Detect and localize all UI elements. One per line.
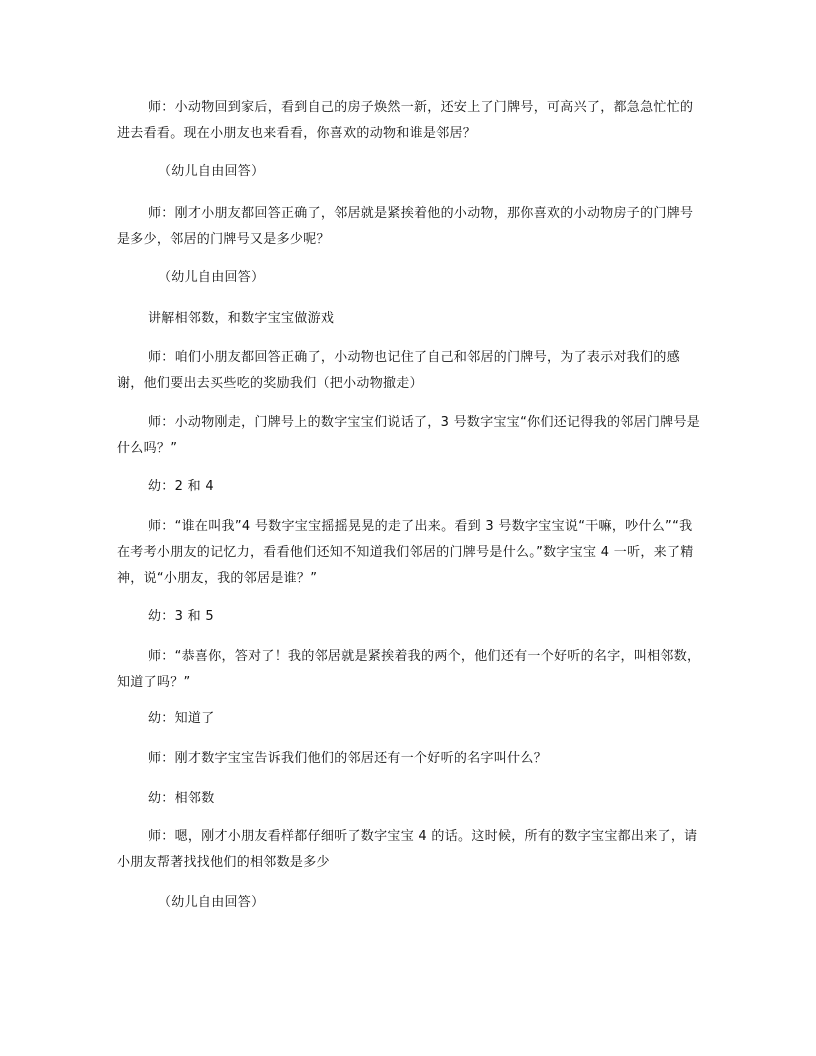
paragraph-15: 师：嗯，刚才小朋友看样都仔细听了数字宝宝 4 的话。这时候，所有的数字宝宝都出来了，请小朋友帮著找找他们的相邻数是多少 bbox=[117, 829, 698, 870]
paragraph-13: 师：刚才数字宝宝告诉我们他们的邻居还有一个好听的名字叫什么？ bbox=[148, 751, 548, 766]
paragraph-9: 师：“谁在叫我”4 号数字宝宝摇摇晃晃的走了出来。看到 3 号数字宝宝说“干嘛，吵什么”“我在考考小朋友的记忆力，看看他们还知不知道我们邻居的门牌号是什么。”数字宝宝 4 一听，来了精神，说“小朋友，我的邻居是谁？” bbox=[117, 519, 694, 586]
paragraph-3: 师：刚才小朋友都回答正确了，邻居就是紧挨着他的小动物，那你喜欢的小动物房子的门牌号是多少，邻居的门牌号又是多少呢？ bbox=[117, 206, 694, 247]
paragraph-5: 讲解相邻数，和数字宝宝做游戏 bbox=[148, 311, 335, 326]
paragraph-6: 师：咱们小朋友都回答正确了，小动物也记住了自己和邻居的门牌号，为了表示对我们的感谢，他们要出去买些吃的奖励我们（把小动物撤走） bbox=[117, 350, 681, 391]
paragraph-14: 幼：相邻数 bbox=[148, 791, 215, 806]
paragraph-12: 幼：知道了 bbox=[148, 711, 215, 726]
paragraph-1: 师：小动物回到家后，看到自己的房子焕然一新，还安上了门牌号，可高兴了，都急急忙忙的进去看看。现在小朋友也来看看，你喜欢的动物和谁是邻居？ bbox=[117, 100, 694, 141]
paragraph-16: （幼儿自由回答） bbox=[158, 895, 265, 910]
paragraph-10: 幼：3 和 5 bbox=[148, 609, 214, 624]
paragraph-11: 师：“恭喜你，答对了！我的邻居就是紧挨着我的两个，他们还有一个好听的名字，叫相邻数，知道了吗？” bbox=[117, 649, 701, 690]
paragraph-7: 师：小动物刚走，门牌号上的数字宝宝们说话了，3 号数字宝宝“你们还记得我的邻居门牌号是什么吗？” bbox=[117, 415, 701, 456]
paragraph-4: （幼儿自由回答） bbox=[158, 270, 265, 285]
paragraph-2: （幼儿自由回答） bbox=[158, 164, 265, 179]
paragraph-8: 幼：2 和 4 bbox=[148, 479, 214, 494]
